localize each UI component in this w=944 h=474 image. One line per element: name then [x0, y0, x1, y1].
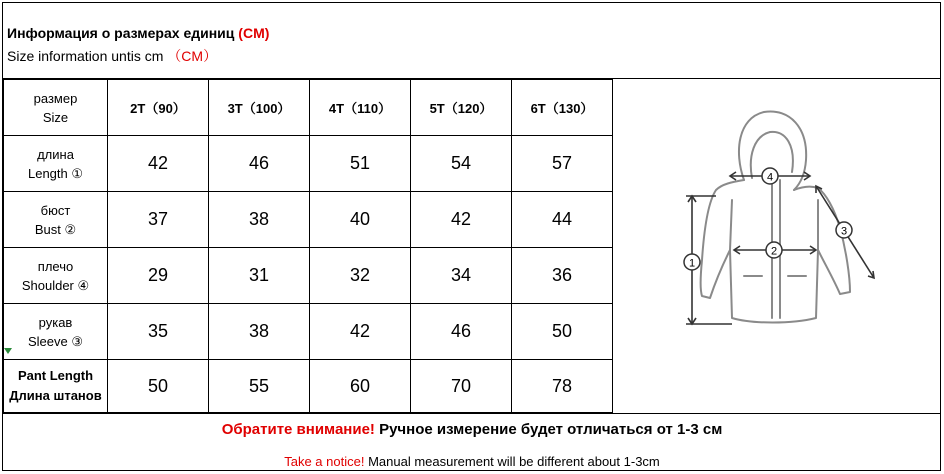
table-cell: 60	[310, 360, 411, 413]
marker-2-label: 2	[770, 245, 778, 258]
title-en	[7, 46, 217, 66]
table-cell: 29	[108, 248, 209, 304]
green-marker-icon	[4, 348, 12, 354]
row-label-en: Length ①	[27, 165, 84, 181]
table-cell: 78	[512, 360, 613, 413]
title-ru-text: Информация о размерах единиц	[7, 25, 235, 41]
notice-en	[0, 454, 944, 469]
table-cell: 37	[108, 192, 209, 248]
marker-4-label: 4	[766, 171, 774, 184]
measurement-markers	[684, 168, 852, 270]
table-cell: 46	[209, 136, 310, 192]
size-table	[3, 79, 613, 413]
row-label-ru: плечо	[37, 258, 74, 274]
table-cell: 42	[411, 192, 512, 248]
table-cell: 50	[108, 360, 209, 413]
row-label-ru: Длина штанов	[9, 388, 102, 403]
notice-en-warning: Take a notice!	[284, 454, 365, 469]
table-row-pant-length	[4, 360, 613, 413]
column-header: 6T（130）	[512, 80, 613, 136]
row-label-ru: рукав	[38, 314, 73, 330]
table-row-bust	[4, 192, 613, 248]
notice-en-text: Manual measurement will be different about 1-3cm	[364, 454, 660, 469]
table-cell: 38	[209, 192, 310, 248]
table-cell: 36	[512, 248, 613, 304]
table-row-shoulder	[4, 248, 613, 304]
title-ru	[7, 25, 269, 41]
table-cell: 51	[310, 136, 411, 192]
row-label-ru: бюст	[40, 202, 71, 218]
title-ru-unit: (CM)	[238, 25, 270, 41]
header-label-ru: размер	[33, 90, 78, 106]
hooded-jacket-icon	[612, 80, 940, 412]
table-cell: 46	[411, 304, 512, 360]
column-header: 2T（90）	[108, 80, 209, 136]
table-cell: 38	[209, 304, 310, 360]
title-en-unit: （CM）	[167, 48, 218, 64]
row-label-ru: длина	[37, 146, 74, 162]
jacket-measurement-diagram	[612, 80, 940, 412]
table-cell: 54	[411, 136, 512, 192]
row-label	[4, 192, 108, 248]
row-label	[4, 360, 108, 413]
notice-ru-text: Ручное измерение будет отличаться от 1-3 см	[374, 421, 723, 438]
table-cell: 35	[108, 304, 209, 360]
row-label	[4, 136, 108, 192]
notice-ru-warning: Обратите внимание!	[221, 421, 375, 438]
row-label-en: Bust ②	[34, 221, 77, 237]
row-label	[4, 304, 108, 360]
column-header: 4T（110）	[310, 80, 411, 136]
table-cell: 32	[310, 248, 411, 304]
marker-1-label: 1	[688, 257, 696, 270]
header-label-en: Size	[42, 109, 69, 125]
table-cell: 40	[310, 192, 411, 248]
header-label-cell	[4, 80, 108, 136]
table-row-length	[4, 136, 613, 192]
row-label-en: Sleeve ③	[27, 333, 83, 349]
table-row-sleeve	[4, 304, 613, 360]
table-cell: 55	[209, 360, 310, 413]
table-cell: 42	[108, 136, 209, 192]
table-cell: 34	[411, 248, 512, 304]
table-cell: 70	[411, 360, 512, 413]
marker-3-label: 3	[840, 225, 848, 238]
table-cell: 31	[209, 248, 310, 304]
table-header-row	[4, 80, 613, 136]
table-cell: 50	[512, 304, 613, 360]
table-cell: 57	[512, 136, 613, 192]
column-header: 5T（120）	[411, 80, 512, 136]
notice-divider	[2, 413, 941, 414]
table-cell: 42	[310, 304, 411, 360]
row-label-en: Pant Length	[17, 368, 94, 383]
chart-header	[3, 3, 940, 79]
row-label-en: Shoulder ④	[21, 277, 90, 293]
notice-ru	[0, 421, 944, 438]
title-en-text: Size information untis cm	[7, 48, 164, 64]
column-header: 3T（100）	[209, 80, 310, 136]
row-label	[4, 248, 108, 304]
table-cell: 44	[512, 192, 613, 248]
